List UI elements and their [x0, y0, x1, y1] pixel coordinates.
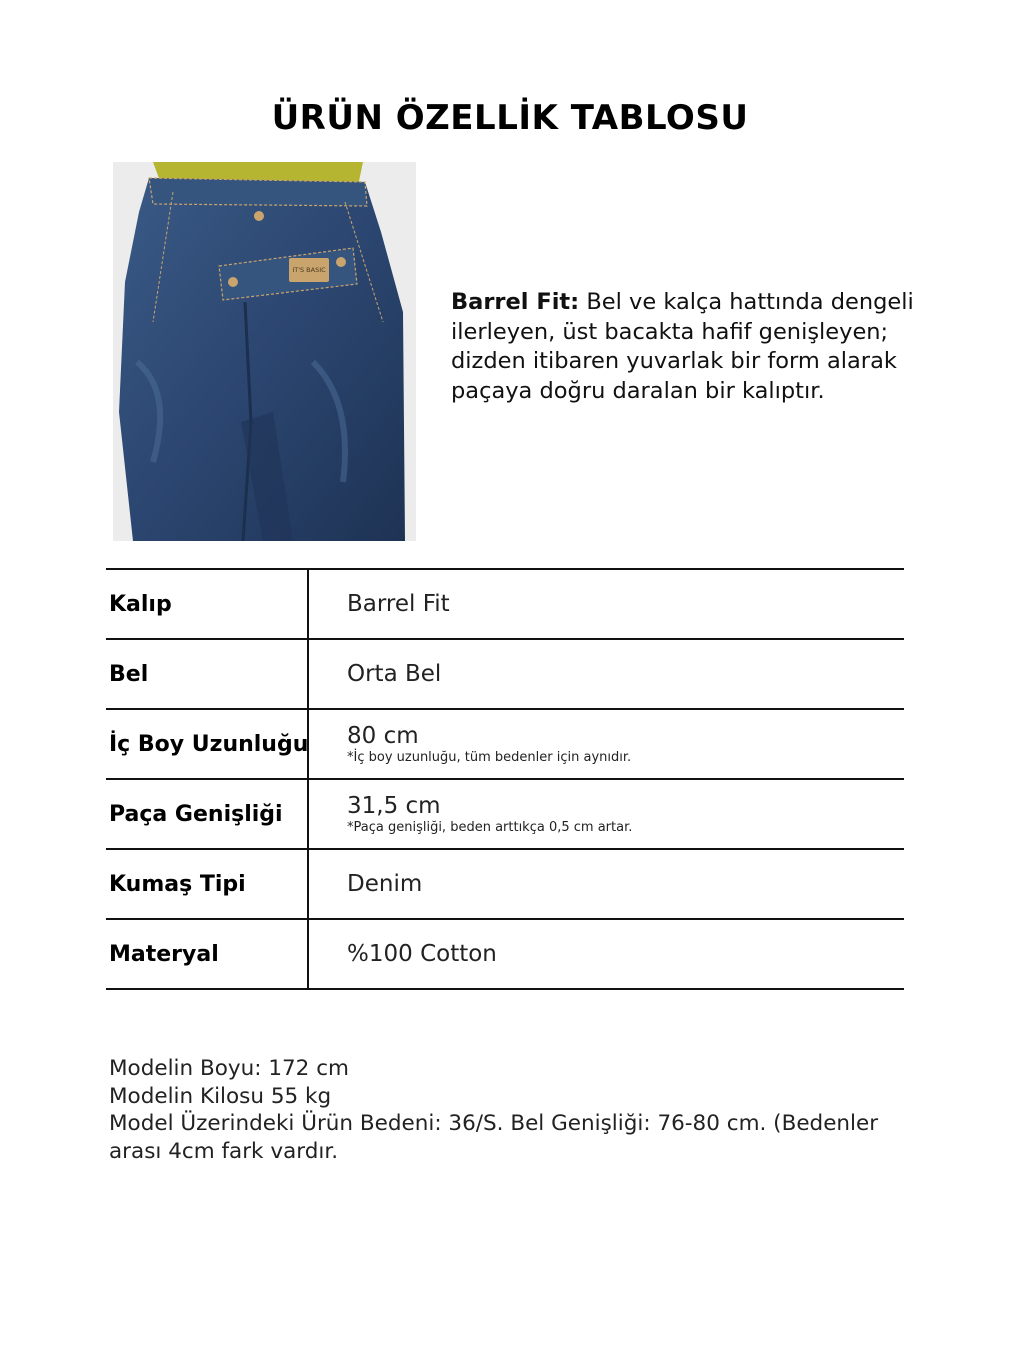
spec-key: Paça Genişliği: [109, 801, 283, 827]
spec-value-cell: [347, 920, 497, 988]
model-size-line: arası 4cm fark vardır.: [109, 1138, 339, 1164]
page-title: ÜRÜN ÖZELLİK TABLOSU: [271, 98, 749, 138]
spec-row-kalip: [106, 568, 904, 638]
spec-note: *İç boy uzunluğu, tüm bedenler için aynıdır.: [347, 750, 632, 765]
spec-value: 80 cm: [347, 723, 419, 749]
spec-table: [106, 568, 904, 990]
spec-row-bel: [106, 638, 904, 708]
spec-key: İç Boy Uzunluğu: [109, 731, 309, 757]
fit-description-line: Bel ve kalça hattında dengeli: [579, 289, 914, 315]
spec-value-cell: [347, 850, 422, 918]
jeans-illustration: [113, 162, 416, 541]
brand-patch-text: IT'S BASIC: [292, 266, 326, 274]
spec-value: Denim: [347, 871, 423, 897]
spec-note: *Paça genişliği, beden arttıkça 0,5 cm artar.: [347, 820, 633, 835]
spec-key: Kalıp: [109, 591, 172, 617]
fit-description-line: paçaya doğru daralan bir kalıptır.: [451, 377, 825, 404]
column-divider: [307, 640, 309, 708]
spec-row-paca: [106, 778, 904, 848]
spec-value: Barrel Fit: [347, 591, 450, 617]
spec-row-ic-boy: [106, 708, 904, 778]
spec-key: Kumaş Tipi: [109, 871, 246, 897]
spec-value-cell: [347, 710, 631, 778]
column-divider: [307, 850, 309, 918]
spec-value-cell: [347, 570, 450, 638]
model-weight: Modelin Kilosu 55 kg: [109, 1083, 332, 1109]
fit-description-line: dizden itibaren yuvarlak bir form alarak: [451, 348, 897, 374]
fit-description-bold: Barrel Fit:: [451, 289, 580, 315]
spec-value: 31,5 cm: [347, 793, 441, 819]
spec-value-cell: [347, 780, 632, 848]
fit-description: [451, 288, 931, 406]
model-size-line: Model Üzerindeki Ürün Bedeni: 36/S. Bel Genişliği: 76-80 cm. (Bedenler: [109, 1111, 879, 1136]
model-height: Modelin Boyu: 172 cm: [109, 1056, 349, 1081]
spec-value: %100 Cotton: [347, 941, 497, 967]
model-info: [109, 1055, 909, 1165]
spec-value-cell: [347, 640, 441, 708]
spec-value: Orta Bel: [347, 661, 442, 687]
spec-key: Bel: [109, 661, 149, 687]
spec-row-materyal: [106, 918, 904, 990]
column-divider: [307, 570, 309, 638]
spec-row-kumas: [106, 848, 904, 918]
column-divider: [307, 780, 309, 848]
product-photo: [113, 162, 416, 541]
column-divider: [307, 920, 309, 988]
spec-key: Materyal: [109, 941, 219, 967]
fit-description-line: ilerleyen, üst bacakta hafif genişleyen;: [451, 318, 889, 345]
